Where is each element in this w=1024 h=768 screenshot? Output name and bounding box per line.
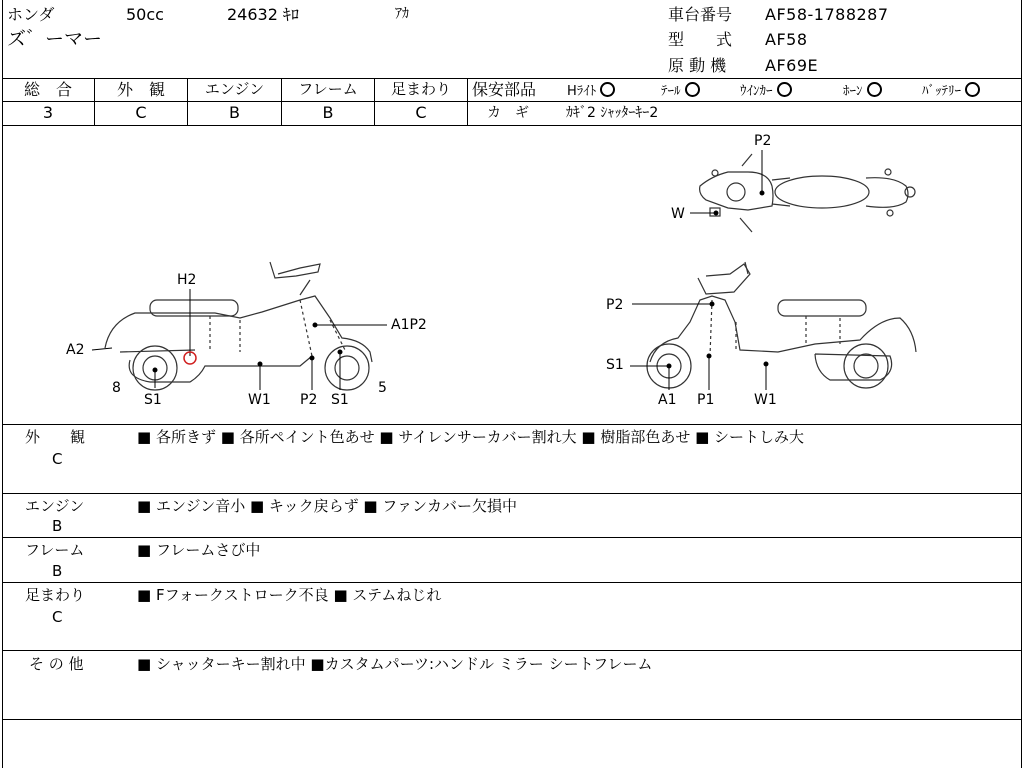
safety-battery-label: ﾊﾞｯﾃﾘｰ [922,84,961,99]
note-engine-grade: B [52,517,63,535]
grade-exterior-label: 外 観 [116,80,165,99]
label-left-w1: W1 [248,392,271,408]
note-suspension-grade: C [52,608,63,626]
label-left-h2: H2 [177,272,197,288]
label-top-p2: P2 [754,133,772,149]
label-left-8: 8 [112,380,121,396]
grade-engine: B [229,103,240,122]
frame-no: AF58-1788287 [765,5,889,24]
engine-model: AF69E [765,56,819,75]
grade-frame: B [322,103,334,122]
scooter-right-side-view [647,262,916,388]
note-suspension-label: 足まわり [25,586,86,604]
engine-model-label: 原 動 機 [668,56,727,75]
label-left-a2: A2 [66,342,85,358]
scooter-left-side-view [105,262,372,390]
grade-frame-label: フレーム [298,80,358,98]
label-left-p2: P2 [300,392,318,408]
grade-suspension-label: 足まわり [390,80,451,98]
label-right-a1: A1 [658,392,677,408]
label-right-p2: P2 [606,297,624,313]
key-value: ｶｷﾞ2 ｼｬｯﾀｰｷｰ2 [566,105,659,121]
frame-no-label: 車台番号 [668,5,733,24]
note-frame-text: ■ フレームさび中 [137,541,261,559]
grade-engine-label: エンジン [204,80,265,98]
note-exterior-grade: C [52,450,63,468]
note-exterior-label: 外 観 [25,428,86,446]
key-label: カ ギ [487,105,529,121]
note-frame-label: フレーム [25,541,85,559]
note-other-text: ■ シャッターキー割れ中 ■カスタムパーツ:ハンドル ミラー シートフレーム [137,655,653,673]
type-label: 型 式 [668,30,733,49]
label-left-a1p2: A1P2 [391,317,427,333]
note-engine-text: ■ エンジン音小 ■ キック戻らず ■ ファンカバー欠損中 [137,497,518,515]
type-value: AF58 [765,30,808,49]
safety-label: 保安部品 [472,80,537,99]
note-other-label: そ の 他 [29,655,84,673]
grade-overall: 3 [42,103,54,122]
label-right-s1: S1 [606,357,624,373]
note-exterior-text: ■ 各所きず ■ 各所ペイント色あせ ■ サイレンサーカバー割れ大 ■ 樹脂部色あせ ■ シートしみ大 [137,428,805,446]
note-suspension-text: ■ Fフォークストローク不良 ■ ステムねじれ [137,586,442,604]
safety-taillight-label: ﾃｰﾙ [661,84,681,99]
grade-suspension: C [415,103,427,122]
safety-horn-label: ﾎｰﾝ [843,84,863,99]
label-top-w: W [671,206,685,222]
label-right-p1: P1 [697,392,715,408]
maker: ホンダ [7,5,55,24]
scooter-top-view [700,154,915,232]
safety-winker-label: ｳｲﾝｶｰ [740,84,773,99]
note-engine-label: エンジン [25,497,85,515]
label-right-w1: W1 [754,392,777,408]
body-color: ｱｶ [395,6,409,22]
label-left-s1b: S1 [331,392,349,408]
label-left-s1: S1 [144,392,162,408]
label-left-5: 5 [378,380,387,396]
safety-headlight-label: Hﾗｲﾄ [567,84,597,99]
grade-exterior: C [135,103,147,122]
model-name: ズ゛ーマー [7,28,103,50]
mileage: 24632 ｷﾛ [227,5,299,24]
note-frame-grade: B [52,562,63,580]
displacement: 50cc [126,5,164,24]
grade-overall-label: 総 合 [23,80,72,99]
